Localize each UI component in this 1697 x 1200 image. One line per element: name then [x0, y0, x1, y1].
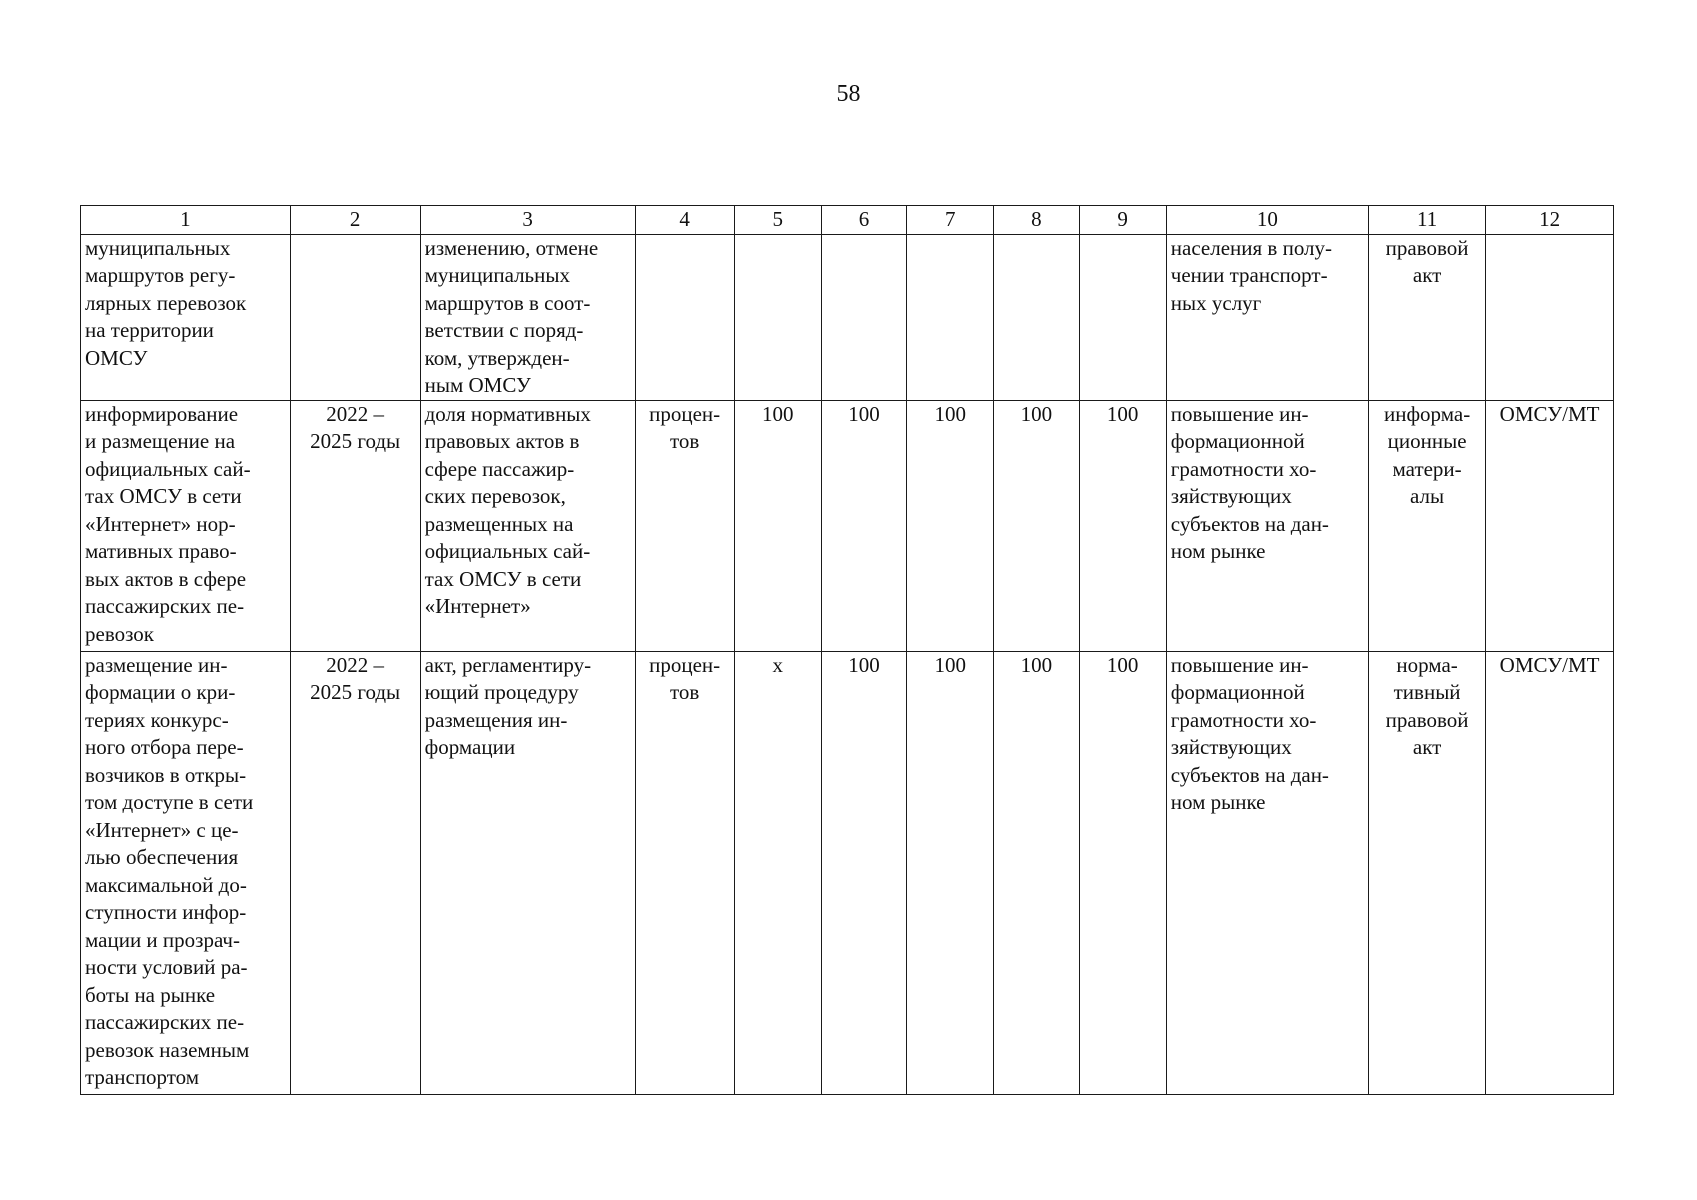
- column-header: 11: [1369, 206, 1486, 235]
- table-row: [81, 234, 1614, 400]
- column-header: 6: [821, 206, 906, 235]
- table-cell: процен- тов: [649, 652, 721, 704]
- table-cell: процен- тов: [649, 401, 721, 453]
- table-cell: 100: [934, 652, 966, 677]
- column-header: 9: [1079, 206, 1166, 235]
- table-cell: размещение ин- формации о кри- териях конкурс- ного отбора пере- возчиков в откры- том доступе в сети «Интернет» с це- лью обеспечения максимальной до- ступности инфор- мации и прозрач- ности условий ра- боты на рынке пассажирских пе- ревозок наземным транспортом: [85, 652, 254, 1089]
- table-cell: муниципальных маршрутов регу- лярных перевозок на территории ОМСУ: [85, 235, 247, 370]
- table-cell: норма- тивный правовой акт: [1385, 652, 1469, 759]
- column-header: 1: [81, 206, 291, 235]
- column-header: 4: [635, 206, 734, 235]
- table-cell: 100: [848, 401, 880, 426]
- table-cell: ОМСУ/МТ: [1499, 401, 1600, 426]
- table-cell: 100: [1106, 652, 1139, 677]
- table-cell: 100: [1106, 401, 1139, 426]
- table-cell: повышение ин- формационной грамотности хо- зяйствующих субъектов на дан- ном рынке: [1170, 401, 1329, 563]
- column-header: 5: [734, 206, 821, 235]
- table-cell: правовой акт: [1385, 235, 1469, 287]
- table-cell: ОМСУ/МТ: [1499, 652, 1600, 677]
- column-header: 7: [907, 206, 994, 235]
- table-cell: 2022 – 2025 годы: [310, 652, 401, 704]
- table-cell: 2022 – 2025 годы: [310, 401, 401, 453]
- table-cell: 100: [848, 652, 880, 677]
- table-cell: акт, регламентиру- ющий процедуру размещения ин- формации: [424, 652, 592, 759]
- table-cell: населения в полу- чении транспорт- ных услуг: [1170, 235, 1333, 315]
- page-number: 58: [836, 81, 861, 107]
- table-header-row: [81, 206, 1614, 235]
- column-header: 12: [1486, 206, 1614, 235]
- table-row: [81, 400, 1614, 651]
- table-cell: 100: [1020, 652, 1053, 677]
- table-cell: информа- ционные матери- алы: [1383, 401, 1471, 508]
- table-cell: 100: [1020, 401, 1053, 426]
- table-row: [81, 651, 1614, 1094]
- table-cell: повышение ин- формационной грамотности хо- зяйствующих субъектов на дан- ном рынке: [1170, 652, 1329, 814]
- table-cell: 100: [934, 401, 966, 426]
- table-cell: 100: [762, 401, 794, 426]
- column-header: 2: [290, 206, 420, 235]
- data-table: [80, 205, 1614, 1095]
- table-cell: информирование и размещение на официальных сай- тах ОМСУ в сети «Интернет» нор- мативных право- вых актов в сфере пассажирских пе- ревозок: [85, 401, 251, 646]
- column-header: 10: [1166, 206, 1368, 235]
- table-cell: х: [772, 652, 784, 677]
- column-header: 3: [420, 206, 635, 235]
- table-cell: изменению, отмене муниципальных маршрутов в соот- ветствии с поряд- ком, утвержден- ным ОМСУ: [424, 235, 599, 397]
- table-cell: доля нормативных правовых актов в сфере пассажир- ских перевозок, размещенных на официальных сай- тах ОМСУ в сети «Интернет»: [424, 401, 591, 618]
- column-header: 8: [994, 206, 1079, 235]
